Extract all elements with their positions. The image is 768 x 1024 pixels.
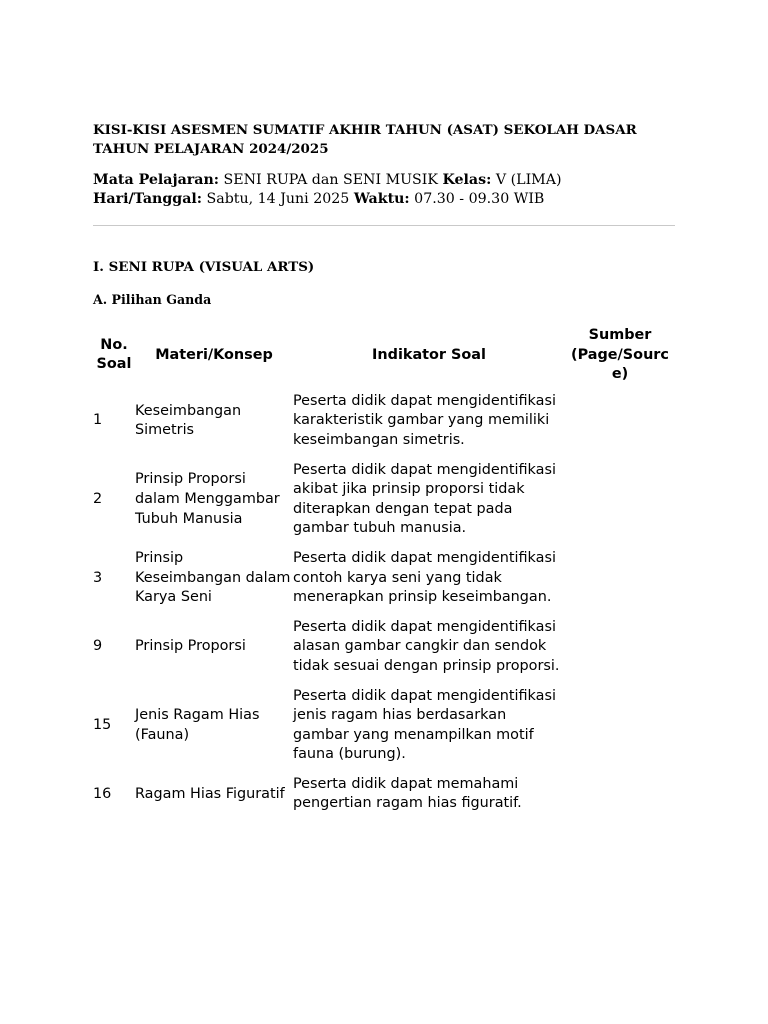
cell-materi: Ragam Hias Figuratif [135,785,285,802]
header-indikator: Indikator Soal [372,346,486,363]
cell-no: 9 [93,638,103,655]
cell-indikator: Peserta didik dapat mengidentifikasi akibat jika prinsip proporsi tidak diterapkan dengan tepat pada gambar tubuh manusia. [293,461,556,537]
table-row [93,770,675,819]
cell-no: 16 [93,785,112,802]
cell-materi: Prinsip Proporsi [135,638,246,655]
sub-heading: A. Pilihan Ganda [93,292,212,307]
table-row [93,456,675,544]
table-row [93,613,675,682]
cell-materi: Prinsip Proporsi dalam Menggambar Tubuh Manusia [135,471,280,527]
cell-sumber [565,387,675,456]
header-sumber: Sumber (Page/Sourc e) [571,327,669,383]
cell-sumber [565,770,675,819]
table-body [93,387,675,819]
cell-materi: Keseimbangan Simetris [135,402,242,439]
cell-indikator: Peserta didik dapat mengidentifikasi karakteristik gambar yang memiliki keseimbangan simetris. [293,392,556,448]
table-header [93,324,675,387]
table-row [93,682,675,770]
header-no-soal: No. Soal [96,336,132,373]
cell-indikator: Peserta didik dapat mengidentifikasi contoh karya seni yang tidak menerapkan prinsip keseimbangan. [293,549,556,606]
class-value: V (LIMA) [491,172,562,188]
cell-indikator: Peserta didik dapat mengidentifikasi alasan gambar cangkir dan sendok tidak sesuai dengan prinsip proporsi. [293,618,560,674]
cell-materi: Prinsip Keseimbangan dalam Karya Seni [135,549,291,606]
cell-no: 2 [93,490,103,507]
class-label: Kelas: [442,172,492,188]
time-label: Waktu: [353,191,410,207]
cell-indikator: Peserta didik dapat mengidentifikasi jenis ragam hias berdasarkan gambar yang menampilkan motif fauna (burung). [293,687,556,763]
table-header-row [93,324,675,387]
table-row [93,544,675,613]
horizontal-divider [93,225,675,226]
time-value: 07.30 - 09.30 WIB [409,191,545,207]
cell-no: 1 [93,412,103,429]
cell-no: 15 [93,716,112,733]
cell-sumber [565,682,675,770]
cell-materi: Jenis Ragam Hias (Fauna) [135,707,260,743]
date-label: Hari/Tanggal: [93,191,203,207]
cell-sumber [565,456,675,544]
cell-indikator: Peserta didik dapat memahami pengertian ragam hias figuratif. [293,775,522,812]
document-title: KISI-KISI ASESMEN SUMATIF AKHIR TAHUN (ASAT) SEKOLAH DASAR TAHUN PELAJARAN 2024/2025 [93,122,637,157]
document-meta [93,171,675,209]
cell-no: 3 [93,569,103,586]
header-materi: Materi/Konsep [155,346,273,363]
cell-sumber [565,544,675,613]
kisi-kisi-table [93,324,675,819]
subject-label: Mata Pelajaran: [93,172,220,188]
table-row [93,387,675,456]
cell-sumber [565,613,675,682]
section-heading: I. SENI RUPA (VISUAL ARTS) [93,259,315,275]
date-value: Sabtu, 14 Juni 2025 [202,191,354,207]
subject-value: SENI RUPA dan SENI MUSIK [219,172,443,188]
